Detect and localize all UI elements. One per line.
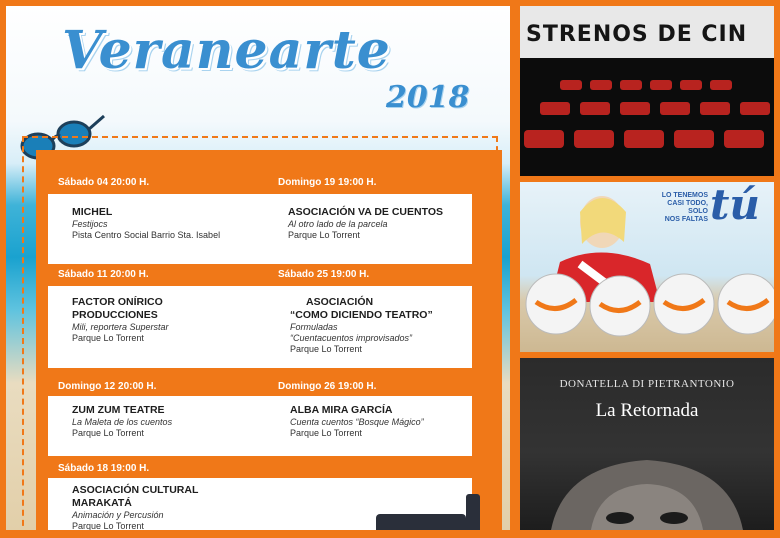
slogan-big-word: tú bbox=[710, 182, 760, 229]
event-show: Festijocs bbox=[72, 219, 108, 229]
event-show: Formuladas bbox=[290, 322, 338, 332]
date-band bbox=[36, 460, 502, 478]
event-place: Parque Lo Torrent bbox=[290, 344, 362, 354]
event-show: Cuenta cuentos “Bosque Mágico” bbox=[290, 417, 424, 427]
event-name: FACTOR ONÍRICO bbox=[72, 296, 163, 308]
football-thumbnail[interactable] bbox=[520, 182, 774, 352]
event-name: ZUM ZUM TEATRE bbox=[72, 404, 165, 416]
event-show: Al otro lado de la parcela bbox=[288, 219, 388, 229]
book-author: DONATELLA DI PIETRANTONIO bbox=[559, 378, 735, 390]
event-name: MARAKATÁ bbox=[72, 497, 132, 509]
date-label: Domingo 19 19:00 H. bbox=[278, 177, 377, 188]
event-entry bbox=[72, 296, 169, 344]
event-place: Pista Centro Social Barrio Sta. Isabel bbox=[72, 230, 221, 240]
event-entry bbox=[72, 206, 220, 241]
cinema-thumbnail[interactable] bbox=[520, 6, 774, 176]
event-entry bbox=[72, 484, 198, 530]
event-card bbox=[48, 286, 472, 368]
event-name: ASOCIACIÓN bbox=[306, 296, 374, 308]
event-show: La Maleta de los cuentos bbox=[72, 417, 173, 427]
event-place: Parque Lo Torrent bbox=[288, 230, 360, 240]
date-label: Sábado 04 20:00 H. bbox=[58, 177, 150, 188]
cinema-banner bbox=[520, 6, 774, 58]
player-with-balls-image bbox=[520, 182, 774, 352]
event-show: “Cuentacuentos improvisados” bbox=[290, 333, 413, 343]
date-label: Sábado 25 19:00 H. bbox=[278, 269, 370, 280]
slogan-line: SOLO bbox=[688, 208, 708, 215]
poster-year: 2018 bbox=[386, 80, 470, 115]
beach-chair-icon bbox=[366, 494, 486, 530]
event-card bbox=[48, 194, 472, 264]
event-name: “COMO DICIENDO TEATRO” bbox=[290, 309, 433, 321]
event-place: Parque Lo Torrent bbox=[72, 521, 144, 530]
event-entry bbox=[290, 404, 424, 439]
event-name: ASOCIACIÓN VA DE CUENTOS bbox=[288, 206, 443, 218]
event-name: ALBA MIRA GARCÍA bbox=[290, 404, 393, 416]
cinema-title: STRENOS DE CIN bbox=[526, 22, 748, 47]
date-label: Domingo 12 20:00 H. bbox=[58, 381, 157, 392]
date-label: Sábado 11 20:00 H. bbox=[58, 269, 149, 280]
book-thumbnail[interactable] bbox=[520, 358, 774, 530]
schedule-board bbox=[36, 150, 502, 530]
slogan-line: NOS FALTAS bbox=[664, 216, 708, 223]
date-label: Domingo 26 19:00 H. bbox=[278, 381, 377, 392]
slogan-line: LO TENEMOS bbox=[661, 192, 708, 199]
event-show: Animación y Percusión bbox=[72, 510, 164, 520]
veranearte-poster[interactable] bbox=[6, 6, 510, 530]
poster-title: Veranearte bbox=[62, 20, 391, 81]
event-show: Mili, reportera Superstar bbox=[72, 322, 169, 332]
event-name: MICHEL bbox=[72, 206, 113, 218]
event-name: ASOCIACIÓN CULTURAL bbox=[72, 484, 199, 496]
slogan-line: CASI TODO, bbox=[667, 200, 708, 207]
date-label: Sábado 18 19:00 H. bbox=[58, 463, 150, 474]
theater-seats-image bbox=[520, 58, 774, 176]
date-band bbox=[36, 174, 502, 192]
event-name: PRODUCCIONES bbox=[72, 309, 158, 321]
date-band bbox=[36, 266, 502, 284]
event-place: Parque Lo Torrent bbox=[72, 428, 144, 438]
face-image bbox=[520, 426, 774, 530]
event-entry bbox=[288, 206, 443, 241]
date-band bbox=[36, 378, 502, 396]
event-place: Parque Lo Torrent bbox=[290, 428, 362, 438]
event-card bbox=[48, 396, 472, 456]
event-place: Parque Lo Torrent bbox=[72, 333, 144, 343]
event-entry bbox=[290, 296, 433, 355]
book-title: La Retornada bbox=[595, 400, 699, 421]
event-entry bbox=[72, 404, 172, 439]
